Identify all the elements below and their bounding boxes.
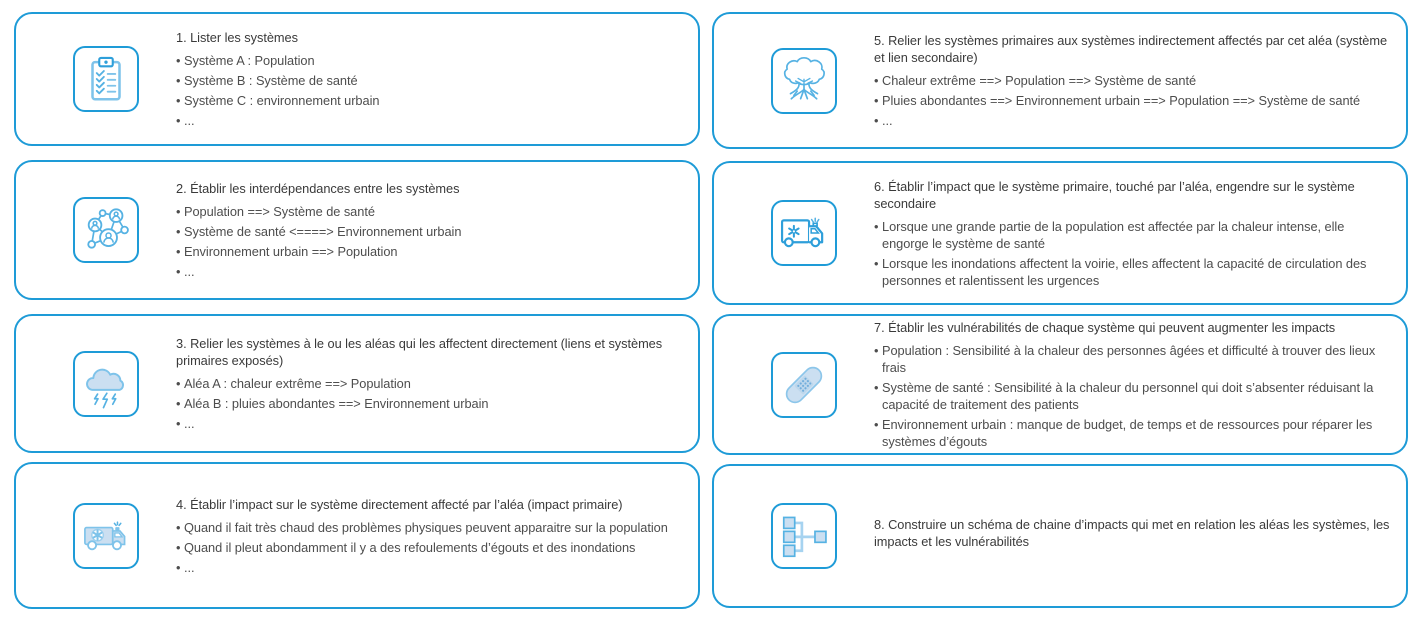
- step-bullets: [176, 375, 682, 432]
- step-title: 5. Relier les systèmes primaires aux systèmes indirectement affectés par cet aléa (système et lien secondaire): [874, 33, 1388, 65]
- icon-column: [16, 197, 176, 263]
- step-title: 6. Établir l’impact que le système primaire, touché par l’aléa, engendre sur le système secondaire: [874, 178, 1355, 211]
- bullet-item: • ...: [176, 263, 682, 280]
- network-interdependencies-icon: [73, 197, 139, 263]
- bullet-item: • Environnement urbain : manque de budget, de temps et de ressources pour réparer les systèmes d’égouts: [874, 416, 1390, 450]
- icon-column: [16, 503, 176, 569]
- bullet-item: • Système A : Population: [176, 52, 682, 69]
- bullet-item: • Population : Sensibilité à la chaleur des personnes âgées et difficulté à trouver des lieux frais: [874, 342, 1390, 376]
- step-content: [176, 180, 698, 280]
- step-card-8: [712, 464, 1408, 608]
- step-content: [176, 29, 698, 129]
- bullet-item: • Système B : Système de santé: [176, 72, 682, 89]
- bullet-item: • ...: [176, 559, 682, 576]
- bullet-item: • Système C : environnement urbain: [176, 92, 682, 109]
- step-card-5: [712, 12, 1408, 149]
- step-card-2: [14, 160, 700, 300]
- step-content: [874, 32, 1406, 129]
- step-title: 7. Établir les vulnérabilités de chaque système qui peuvent augmenter les impacts: [874, 320, 1336, 335]
- step-card-6: [712, 161, 1408, 305]
- icon-column: [714, 503, 874, 569]
- step-bullets: [874, 72, 1390, 129]
- bullet-item: • Système de santé <====> Environnement urbain: [176, 223, 682, 240]
- flowchart-icon: [771, 503, 837, 569]
- bullet-item: • Environnement urbain ==> Population: [176, 243, 682, 260]
- step-card-1: [14, 12, 700, 146]
- bullet-item: • ...: [176, 415, 682, 432]
- bandage-icon: [771, 352, 837, 418]
- bullet-item: • Aléa A : chaleur extrême ==> Population: [176, 375, 682, 392]
- bullet-item: • Quand il pleut abondamment il y a des refoulements d’égouts et des inondations: [176, 539, 682, 556]
- step-bullets: [176, 519, 682, 576]
- bullet-item: • Lorsque une grande partie de la population est affectée par la chaleur intense, elle engorge le système de santé: [874, 218, 1390, 252]
- icon-column: [714, 352, 874, 418]
- icon-column: [16, 351, 176, 417]
- bullet-item: • Quand il fait très chaud des problèmes physiques peuvent apparaitre sur la population: [176, 519, 682, 536]
- step-bullets: [176, 203, 682, 280]
- step-card-3: [14, 314, 700, 453]
- bullet-item: • Pluies abondantes ==> Environnement urbain ==> Population ==> Système de santé: [874, 92, 1390, 109]
- step-bullets: [176, 52, 682, 129]
- bullet-item: • Aléa B : pluies abondantes ==> Environnement urbain: [176, 395, 682, 412]
- step-content: [874, 178, 1406, 289]
- step-title: 1. Lister les systèmes: [176, 30, 298, 45]
- bullet-item: • Système de santé : Sensibilité à la chaleur du personnel qui doit s’absenter réduisant la capacité de traitement des patients: [874, 379, 1390, 413]
- step-title: 8. Construire un schéma de chaine d’impacts qui met en relation les aléas les systèmes, les impacts et les vulnérabilités: [874, 517, 1390, 549]
- step-bullets: [874, 218, 1390, 289]
- bullet-item: • Population ==> Système de santé: [176, 203, 682, 220]
- step-title: 2. Établir les interdépendances entre les systèmes: [176, 181, 460, 196]
- ambulance-icon: [73, 503, 139, 569]
- icon-column: [714, 48, 874, 114]
- step-title: 3. Relier les systèmes à le ou les aléas qui les affectent directement (liens et systèmes primaires exposés): [176, 336, 663, 368]
- icon-column: [714, 200, 874, 266]
- storm-cloud-icon: [73, 351, 139, 417]
- step-card-7: [712, 314, 1408, 455]
- step-content: [874, 319, 1406, 450]
- clipboard-checklist-icon: [73, 46, 139, 112]
- step-title: 4. Établir l’impact sur le système directement affecté par l’aléa (impact primaire): [176, 496, 623, 512]
- bullet-item: • ...: [176, 112, 682, 129]
- step-content: [176, 335, 698, 432]
- ambulance-outline-icon: [771, 200, 837, 266]
- step-card-4: [14, 462, 700, 609]
- step-bullets: [874, 342, 1390, 450]
- tree-roots-icon: [771, 48, 837, 114]
- bullet-item: • ...: [874, 112, 1390, 129]
- step-content: [176, 496, 698, 576]
- bullet-item: • Lorsque les inondations affectent la voirie, elles affectent la capacité de circulation des personnes et ralentissent les urgences: [874, 255, 1390, 289]
- icon-column: [16, 46, 176, 112]
- step-content: [874, 516, 1406, 556]
- bullet-item: • Chaleur extrême ==> Population ==> Système de santé: [874, 72, 1390, 89]
